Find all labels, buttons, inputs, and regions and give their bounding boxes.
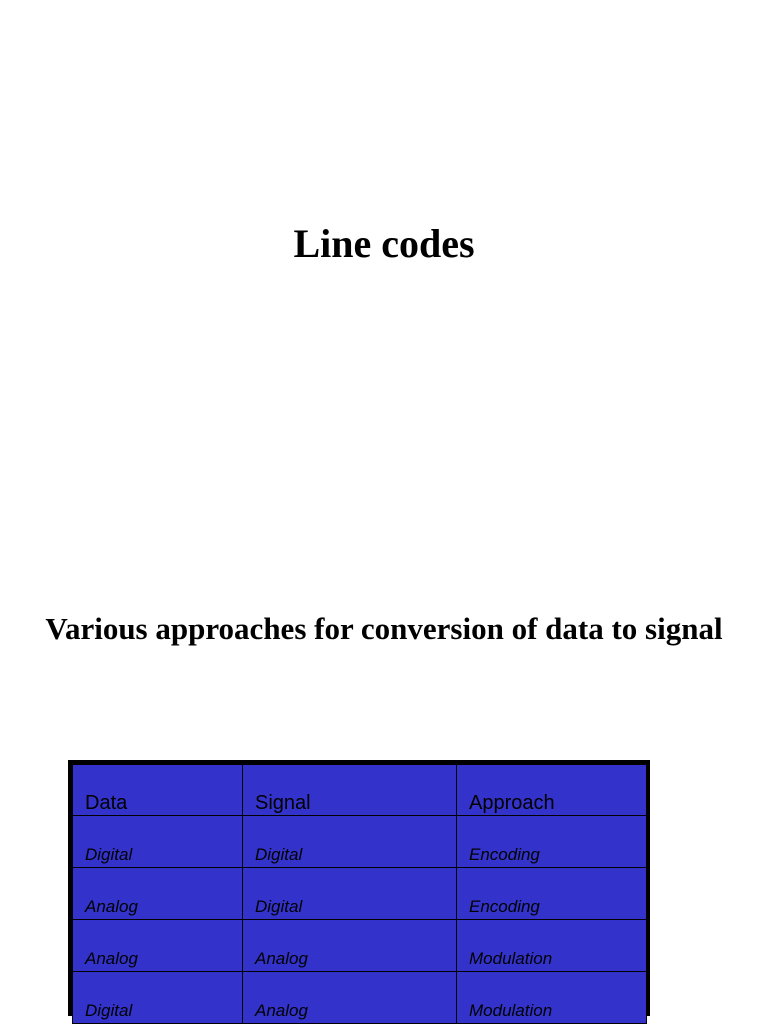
cell-signal: Digital bbox=[243, 868, 457, 920]
slide-subtitle: Various approaches for conversion of data to signal bbox=[45, 611, 723, 646]
cell-signal: Digital bbox=[243, 816, 457, 868]
cell-data: Digital bbox=[73, 816, 243, 868]
cell-approach: Encoding bbox=[457, 868, 647, 920]
cell-data: Digital bbox=[73, 972, 243, 1024]
cell-data: Analog bbox=[73, 868, 243, 920]
cell-signal: Analog bbox=[243, 972, 457, 1024]
approach-table-frame bbox=[68, 760, 650, 1020]
cell-approach: Modulation bbox=[457, 972, 647, 1024]
table-row bbox=[73, 816, 647, 868]
cell-approach: Modulation bbox=[457, 920, 647, 972]
table-row bbox=[73, 868, 647, 920]
table-row bbox=[73, 920, 647, 972]
approach-table bbox=[72, 764, 647, 1024]
header-approach: Approach bbox=[457, 765, 647, 816]
cell-signal: Analog bbox=[243, 920, 457, 972]
header-signal: Signal bbox=[243, 765, 457, 816]
cell-approach: Encoding bbox=[457, 816, 647, 868]
header-data: Data bbox=[73, 765, 243, 816]
table-row bbox=[73, 972, 647, 1024]
table-header-row bbox=[73, 765, 647, 816]
cell-data: Analog bbox=[73, 920, 243, 972]
slide-title: Line codes bbox=[293, 221, 475, 266]
